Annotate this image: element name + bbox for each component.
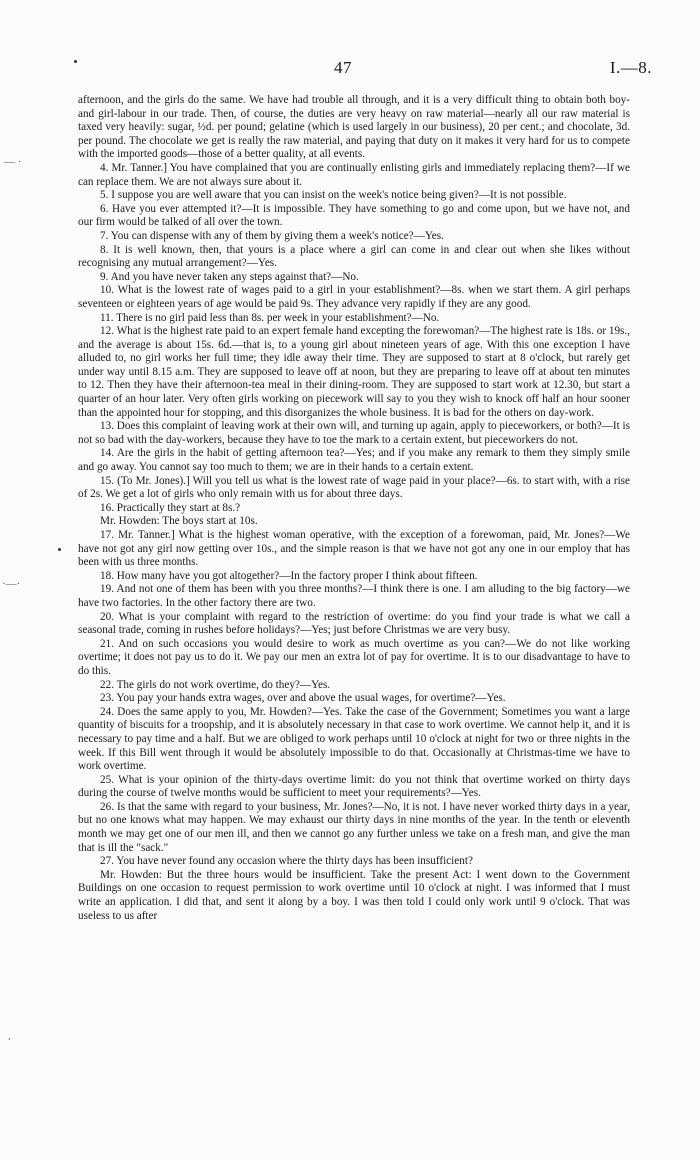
paragraph: 8. It is well known, then, that yours is a place where a girl can come in and clear out when she likes without recognising any mutual arrangement?—Yes.: [78, 243, 630, 270]
paragraph: 11. There is no girl paid less than 8s. per week in your establishment?—No.: [100, 311, 440, 324]
paragraph: 26. Is that the same with regard to your business, Mr. Jones?—No, it is not. I have never worked thirty days in a year, but no one knows what may happen. We may exhaust our thirty days in nine months of the year. In the tenth or eleventh month we may get one of our men ill, and then we cannot go any further unless we take on a fresh man, and give the man that is ill the "sack.": [78, 800, 630, 854]
margin-dot: [58, 548, 61, 551]
paragraph: afternoon, and the girls do the same. We have had trouble all through, and it is a very difficult thing to obtain both boy- and girl-labour in our trade. Then, of course, the duties are very heavy on raw material—nearly all our raw material is taxed very heavily: sugar, ½d. per pound; gelatine (which is used largely in our business), 20 per cent.; and chocolate, 3d. per pound. The chocolate we get is really the raw material, and paying that duty on it makes it very hard for us to compete with the imported goods—those of a better quality, at all events.: [78, 94, 630, 161]
margin-dot: [74, 60, 77, 63]
paragraph: 23. You pay your hands extra wages, over and above the usual wages, for overtime?—Yes.: [100, 692, 506, 705]
report-code: I.—8.: [609, 58, 652, 77]
paragraph: 14. Are the girls in the habit of getting afternoon tea?—Yes; and if you make any remark to them they simply smile and go away. You cannot say too much to them; we are in their hands to a certain extent.: [78, 447, 630, 474]
paragraph: 22. The girls do not work overtime, do they?—Yes.: [100, 678, 331, 691]
paragraph: 16. Practically they start at 8s.?: [100, 501, 241, 514]
margin-mark: ·—·: [2, 578, 21, 590]
paragraph: 10. What is the lowest rate of wages paid to a girl in your establishment?—8s. when we start them. A girl perhaps seventeen or eighteen years of age would be paid 9s. They advance very rapidly if they are any good.: [78, 284, 630, 310]
paragraph: 13. Does this complaint of leaving work at their own will, and turning up again, apply to pieceworkers, or both?—It is not so bad with the day-workers, because they have to toe the mark to a certain extent, but pieceworkers do not.: [78, 420, 630, 446]
paragraph: 9. And you have never taken any steps against that?—No.: [100, 270, 359, 283]
page-header: [0, 58, 700, 80]
paragraph: Mr. Howden: The boys start at 10s.: [100, 515, 258, 528]
paragraph: 6. Have you ever attempted it?—It is impossible. They have something to go and come upon, but we have not, and our firm would be talked of all over the town.: [78, 202, 630, 229]
margin-mark: ⸱: [8, 1034, 11, 1046]
paragraph: 25. What is your opinion of the thirty-days overtime limit: do you not think that overtime worked on thirty days during the course of twelve months would be sufficient to meet your requirements?—Yes.: [78, 773, 630, 800]
paragraph: 5. I suppose you are well aware that you can insist on the week's notice being given?—It is not possible.: [100, 189, 567, 202]
paragraph: 15. (To Mr. Jones).] Will you tell us what is the lowest rate of wage paid in your place?—6s. to start with, with a rise of 2s. We get a lot of girls who only remain with us for about three days.: [78, 474, 630, 501]
paragraph: 19. And not one of them has been with you three months?—I think there is one. I am alluding to the big factory—we have two factories. In the other factory there are two.: [78, 583, 630, 609]
page-number: 47: [334, 58, 352, 77]
paragraph: 12. What is the highest rate paid to an expert female hand excepting the forewoman?—The highest rate is 18s. or 19s., and the average is about 15s. 6d.—that is, to a young girl about nineteen years of age. With this one exception I have alluded to, no girl works her full time; they idle away their time. They are supposed to start at 8 o'clock, but rarely get under way until 8.15 a.m. They are supposed to leave off at noon, but they are preparing to leave off at about ten minutes to 12. Then they have their afternoon-tea meal in their dining-room. They are supposed to start work at 12.30, but start a quarter of an hour later. Very often girls working on piecework will say to you they wish to knock off half an hour sooner than the appointed hour for stopping, and this disorganizes the whole business. It is bad for the others on day-work.: [78, 325, 630, 419]
paragraph: 24. Does the same apply to you, Mr. Howden?—Yes. Take the case of the Government; Sometimes you want a large quantity of biscuits for a troopship, and it is absolutely necessary in that case to work overtime. We cannot help it, and it is necessary to pay time and a half. But we are obliged to work perhaps until 10 o'clock at night for two or three nights in the week. If this Bill went through it would be absolutely impossible to do that. Occasionally at Christmas-time we have to work overtime.: [78, 705, 630, 773]
document-body: [78, 94, 630, 923]
paragraph: Mr. Howden: But the three hours would be insufficient. Take the present Act: I went down to the Government Buildings on one occasion to request permission to work overtime until 10 o'clock at night. I was informed that I must write an application. I did that, and sent it along by a boy. I was then told I could only work until 9 o'clock. That was useless to us after: [78, 868, 630, 922]
margin-mark: — ·: [4, 156, 22, 168]
paragraph: 17. Mr. Tanner.] What is the highest woman operative, with the exception of a forewoman, paid, Mr. Jones?—We have not got any girl now getting over 10s., and the simple reason is that we have not got any one in our employ that has been with us three months.: [78, 529, 630, 569]
paragraph: 4. Mr. Tanner.] You have complained that you are continually enlisting girls and immediately replacing them?—If we can replace them. We are not always sure about it.: [78, 161, 630, 188]
paragraph: 21. And on such occasions you would desire to work as much overtime as you can?—We do not like working overtime; it does not pay us to do it. We pay our men an extra lot of pay for overtime. It is to our disadvantage to have to do this.: [78, 637, 630, 677]
paragraph: 18. How many have you got altogether?—In the factory proper I think about fifteen.: [100, 569, 478, 582]
paragraph: 20. What is your complaint with regard to the restriction of overtime: do you find your trade is what we call a seasonal trade, coming in rushes before holidays?—Yes; just before Christmas we are very busy.: [78, 610, 630, 637]
paragraph: 27. You have never found any occasion where the thirty days has been insufficient?: [100, 855, 473, 868]
paragraph: 7. You can dispense with any of them by giving them a week's notice?—Yes.: [100, 229, 444, 242]
